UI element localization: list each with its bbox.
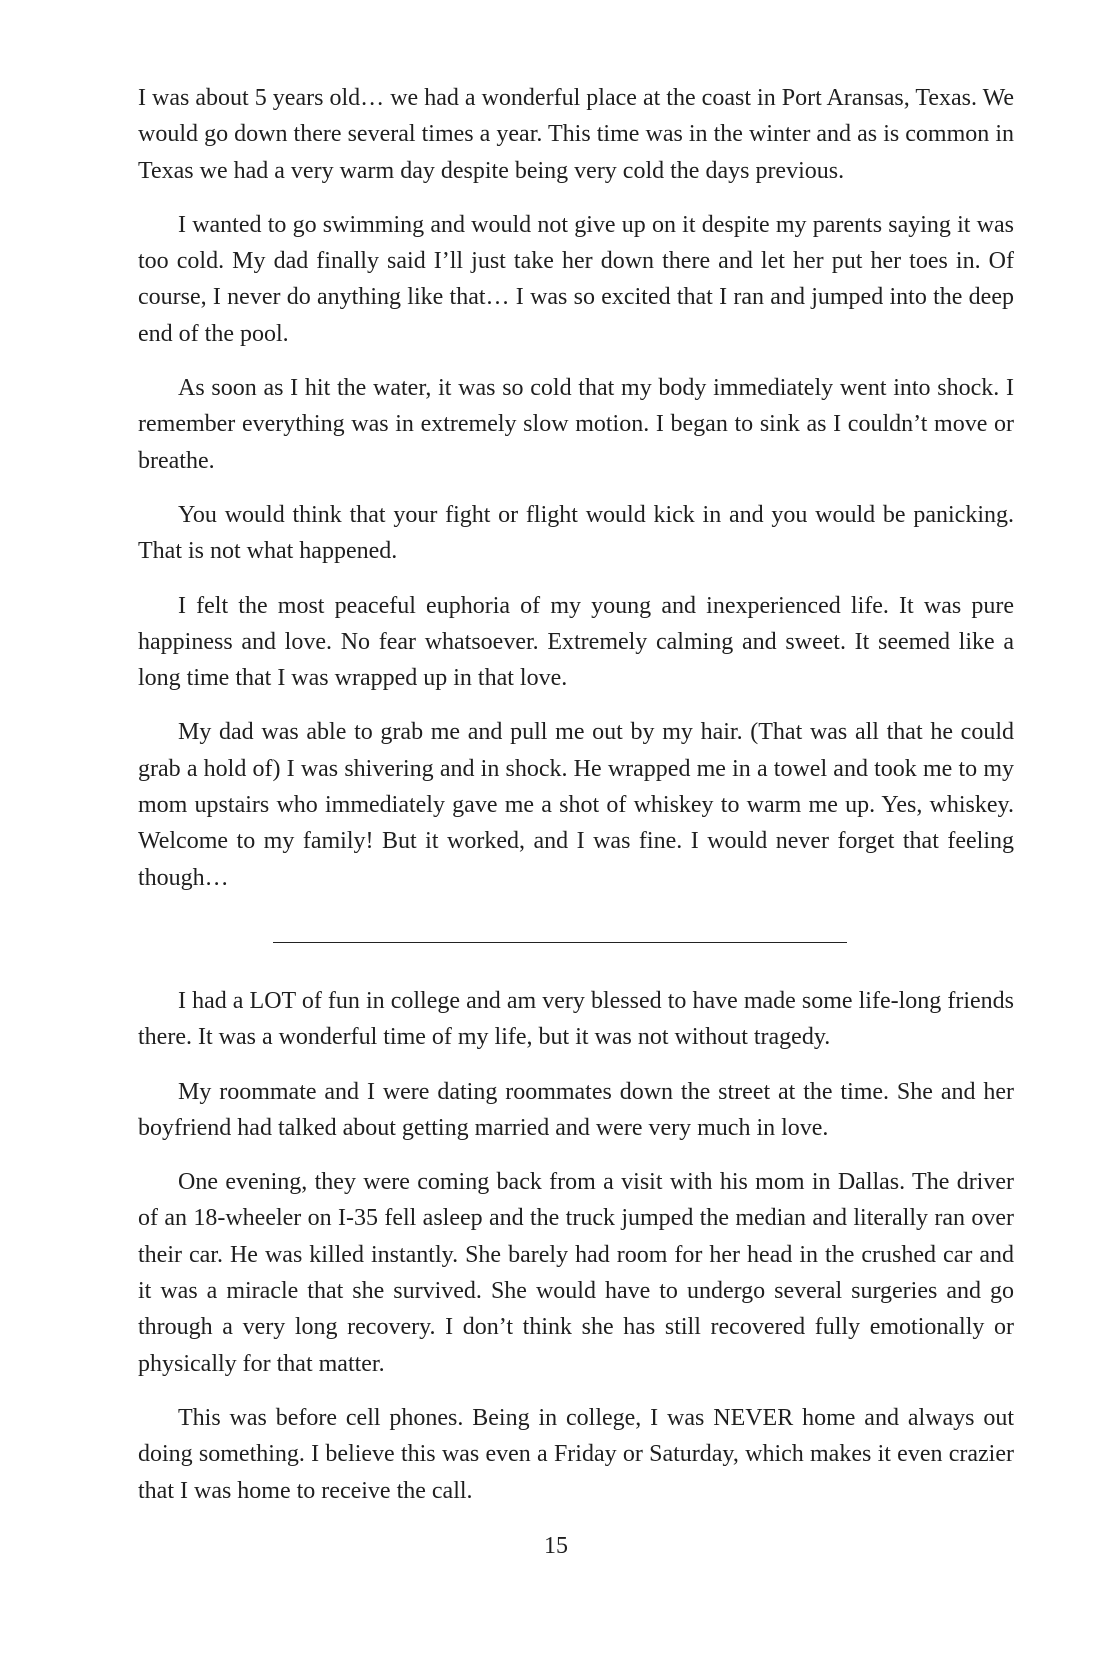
paragraph: As soon as I hit the water, it was so cold that my body immediately went into shock. I remember everything was in extremely slow motion. I began to sink as I couldn’t move or breathe. [138,375,1014,474]
paragraph: I felt the most peaceful euphoria of my young and inexperienced life. It was pure happiness and love. No fear whatsoever. Extremely calming and sweet. It seemed like a long time that I was wrapped up in that love. [138,592,1014,692]
paragraph: My dad was able to grab me and pull me out by my hair. (That was all that he could grab a hold of) I was shivering and in shock. He wrapped me in a towel and took me to my mom upstairs who immediately gave me a shot of whiskey to warm me up. Yes, whiskey. Welcome to my family! But it worked, and I was fine. I would never forget that feeling though… [138,719,1014,891]
paragraph: You would think that your fight or flight would kick in and you would be panicking. That is not what happened. [138,501,1014,565]
paragraph: This was before cell phones. Being in college, I was NEVER home and always out doing something. I believe this was even a Friday or Saturday, which makes it even crazier that I was home to receive the call. [138,1404,1014,1504]
paragraph: I was about 5 years old… we had a wonderful place at the coast in Port Aransas, Texas. We would go down there several times a year. This time was in the winter and as is common in Texas we had a very warm day despite being very cold the days previous. [138,85,1014,184]
paragraph: I had a LOT of fun in college and am very blessed to have made some life-long friends there. It was a wonderful time of my life, but it was not without tragedy. [138,987,1014,1051]
page-number: 15 [544,1533,568,1559]
paragraph: One evening, they were coming back from a visit with his mom in Dallas. The driver of an 18-wheeler on I-35 fell asleep and the truck jumped the median and literally ran over their car. He was killed instantly. She barely had room for her head in the crushed car and it was a miracle that she survived. She would have to undergo several surgeries and go through a very long recovery. I don’t think she has still recovered fully emotionally or physically for that matter. [138,1169,1014,1377]
body-text [138,80,1014,1527]
paragraph: My roommate and I were dating roommates down the street at the time. She and her boyfriend had talked about getting married and were very much in love. [138,1078,1014,1141]
paragraph: I wanted to go swimming and would not give up on it despite my parents saying it was too cold. My dad finally said I’ll just take her down there and let her put her toes in. Of course, I never do anything like that… I was so excited that I ran and jumped into the deep end of the pool. [138,211,1014,347]
section-divider [273,942,847,943]
